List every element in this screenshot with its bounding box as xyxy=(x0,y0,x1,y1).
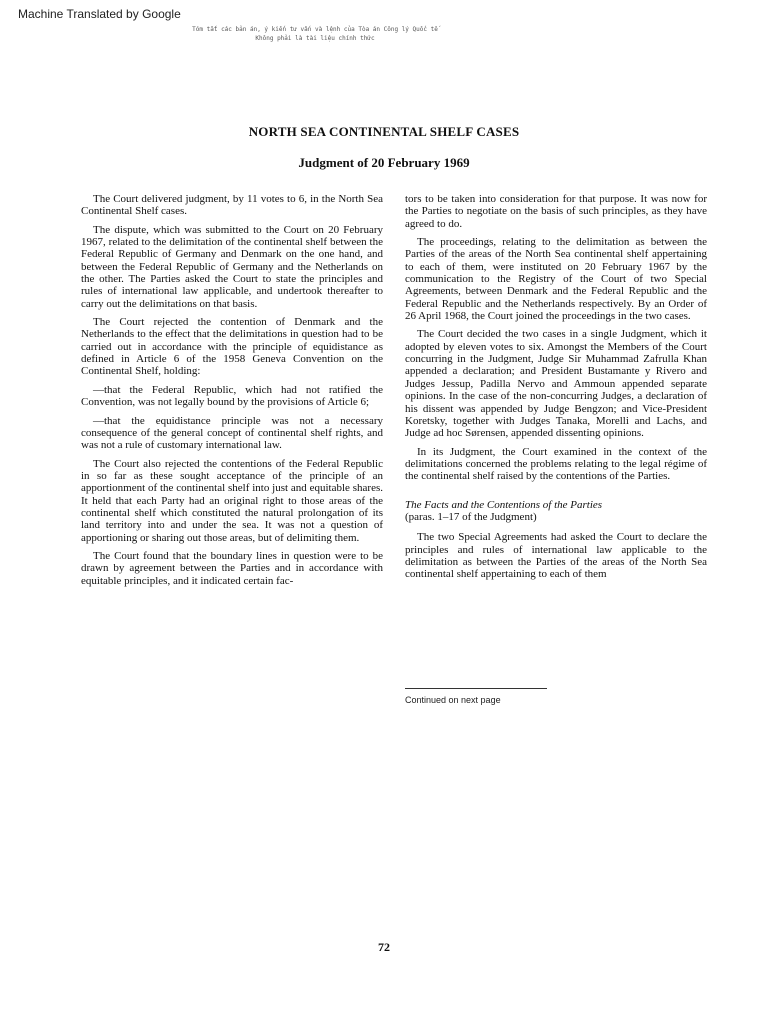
section-heading: The Facts and the Contentions of the Parties xyxy=(405,498,603,511)
paragraph: The Court decided the two cases in a single Judgment, which it adopted by eleven votes to six. Amongst the Members of the Court concurring in the Judgment, Judge Sir Muhammad Zafrulla Khan appended a declaration; and President Bustamante y Rivero and Judges Jessup, Padilla Nervo and Ammoun appended separate opinions. In the case of the non-concurring Judges, a declaration of his dissent was appended by Judge Bengzon; and Vice-President Koretsky, together with Judges Tanaka, Morelli and Lachs, and Judge ad hoc Sørensen, appended dissenting opinions. xyxy=(405,328,707,440)
right-column xyxy=(405,193,707,587)
left-column xyxy=(81,193,383,593)
paragraph: The Court also rejected the contentions of the Federal Republic in so far as these sought acceptance of the principle of an apportionment of the continental shelf into just and equitable shares. It held that each Party had an original right to those areas of the continental shelf which constituted the natural prolongation of its land territory into and under the sea. It was not a question of apportioning or sharing out those areas, but of delimiting them. xyxy=(81,457,383,544)
summary-notice-line-1: Tóm tắt các bản án, ý kiến tư vấn và lệnh của Tòa án Công lý Quốc tế xyxy=(192,26,438,33)
paragraph-continuation: tors to be taken into consideration for that purpose. It was now for the Parties to negotiate on the basis of such principles, as they have agreed to do. xyxy=(405,193,707,230)
document-title: NORTH SEA CONTINENTAL SHELF CASES xyxy=(248,124,520,139)
summary-notice-line-2: Không phải là tài liệu chính thức xyxy=(255,35,375,42)
paragraph: In its Judgment, the Court examined in the context of the delimitations concerned the problems relating to the legal régime of the continental shelf raised by the contentions of the Parties. xyxy=(405,445,707,483)
section-subheading: (paras. 1–17 of the Judgment) xyxy=(405,510,537,523)
paragraph: The Court rejected the contention of Denmark and the Netherlands to the effect that the delimitations in question had to be carried out in accordance with the principle of equidistance as defined in Article 6 of the 1958 Geneva Convention on the Continental Shelf, holding: xyxy=(81,316,383,378)
paragraph: The two Special Agreements had asked the Court to declare the principles and rules of international law applicable to the delimitation as between the Parties of the areas of the North Sea continental shelf appertaining to each of them xyxy=(405,531,707,581)
paragraph: The Court delivered judgment, by 11 votes to 6, in the North Sea Continental Shelf cases. xyxy=(81,193,383,218)
continued-note: Continued on next page xyxy=(405,695,501,705)
paragraph: —that the equidistance principle was not a necessary consequence of the general concept of continental shelf rights, and was not a rule of customary international law. xyxy=(81,414,383,452)
paragraph: The proceedings, relating to the delimitation as between the Parties of the areas of the North Sea continental shelf appertaining to each of them, were instituted on 20 February 1967 by the communication to the Registry of the Court of two Special Agreements, between Denmark and the Federal Republic and the Federal Republic and the Netherlands respectively. By an Order of 26 April 1968, the Court joined the proceedings in the two cases. xyxy=(405,236,707,323)
paragraph: The dispute, which was submitted to the Court on 20 February 1967, related to the delimitation of the continental shelf between the Federal Republic of Germany and Denmark on the one hand, and between the Federal Republic of Germany and the Netherlands on the other. The Parties asked the Court to state the principles and rules of international law applicable, and undertook thereafter to carry out the delimitations on that basis. xyxy=(81,223,383,310)
paragraph: The Court found that the boundary lines in question were to be drawn by agreement between the Parties and in accordance with equitable principles, and it indicated certain fac- xyxy=(81,549,383,587)
paragraph: —that the Federal Republic, which had not ratified the Convention, was not legally bound by the provisions of Article 6; xyxy=(81,383,383,409)
machine-translated-banner: Machine Translated by Google xyxy=(18,7,181,21)
judgment-date: Judgment of 20 February 1969 xyxy=(298,155,470,170)
footnote-rule xyxy=(405,688,547,689)
page-number: 72 xyxy=(378,940,390,954)
